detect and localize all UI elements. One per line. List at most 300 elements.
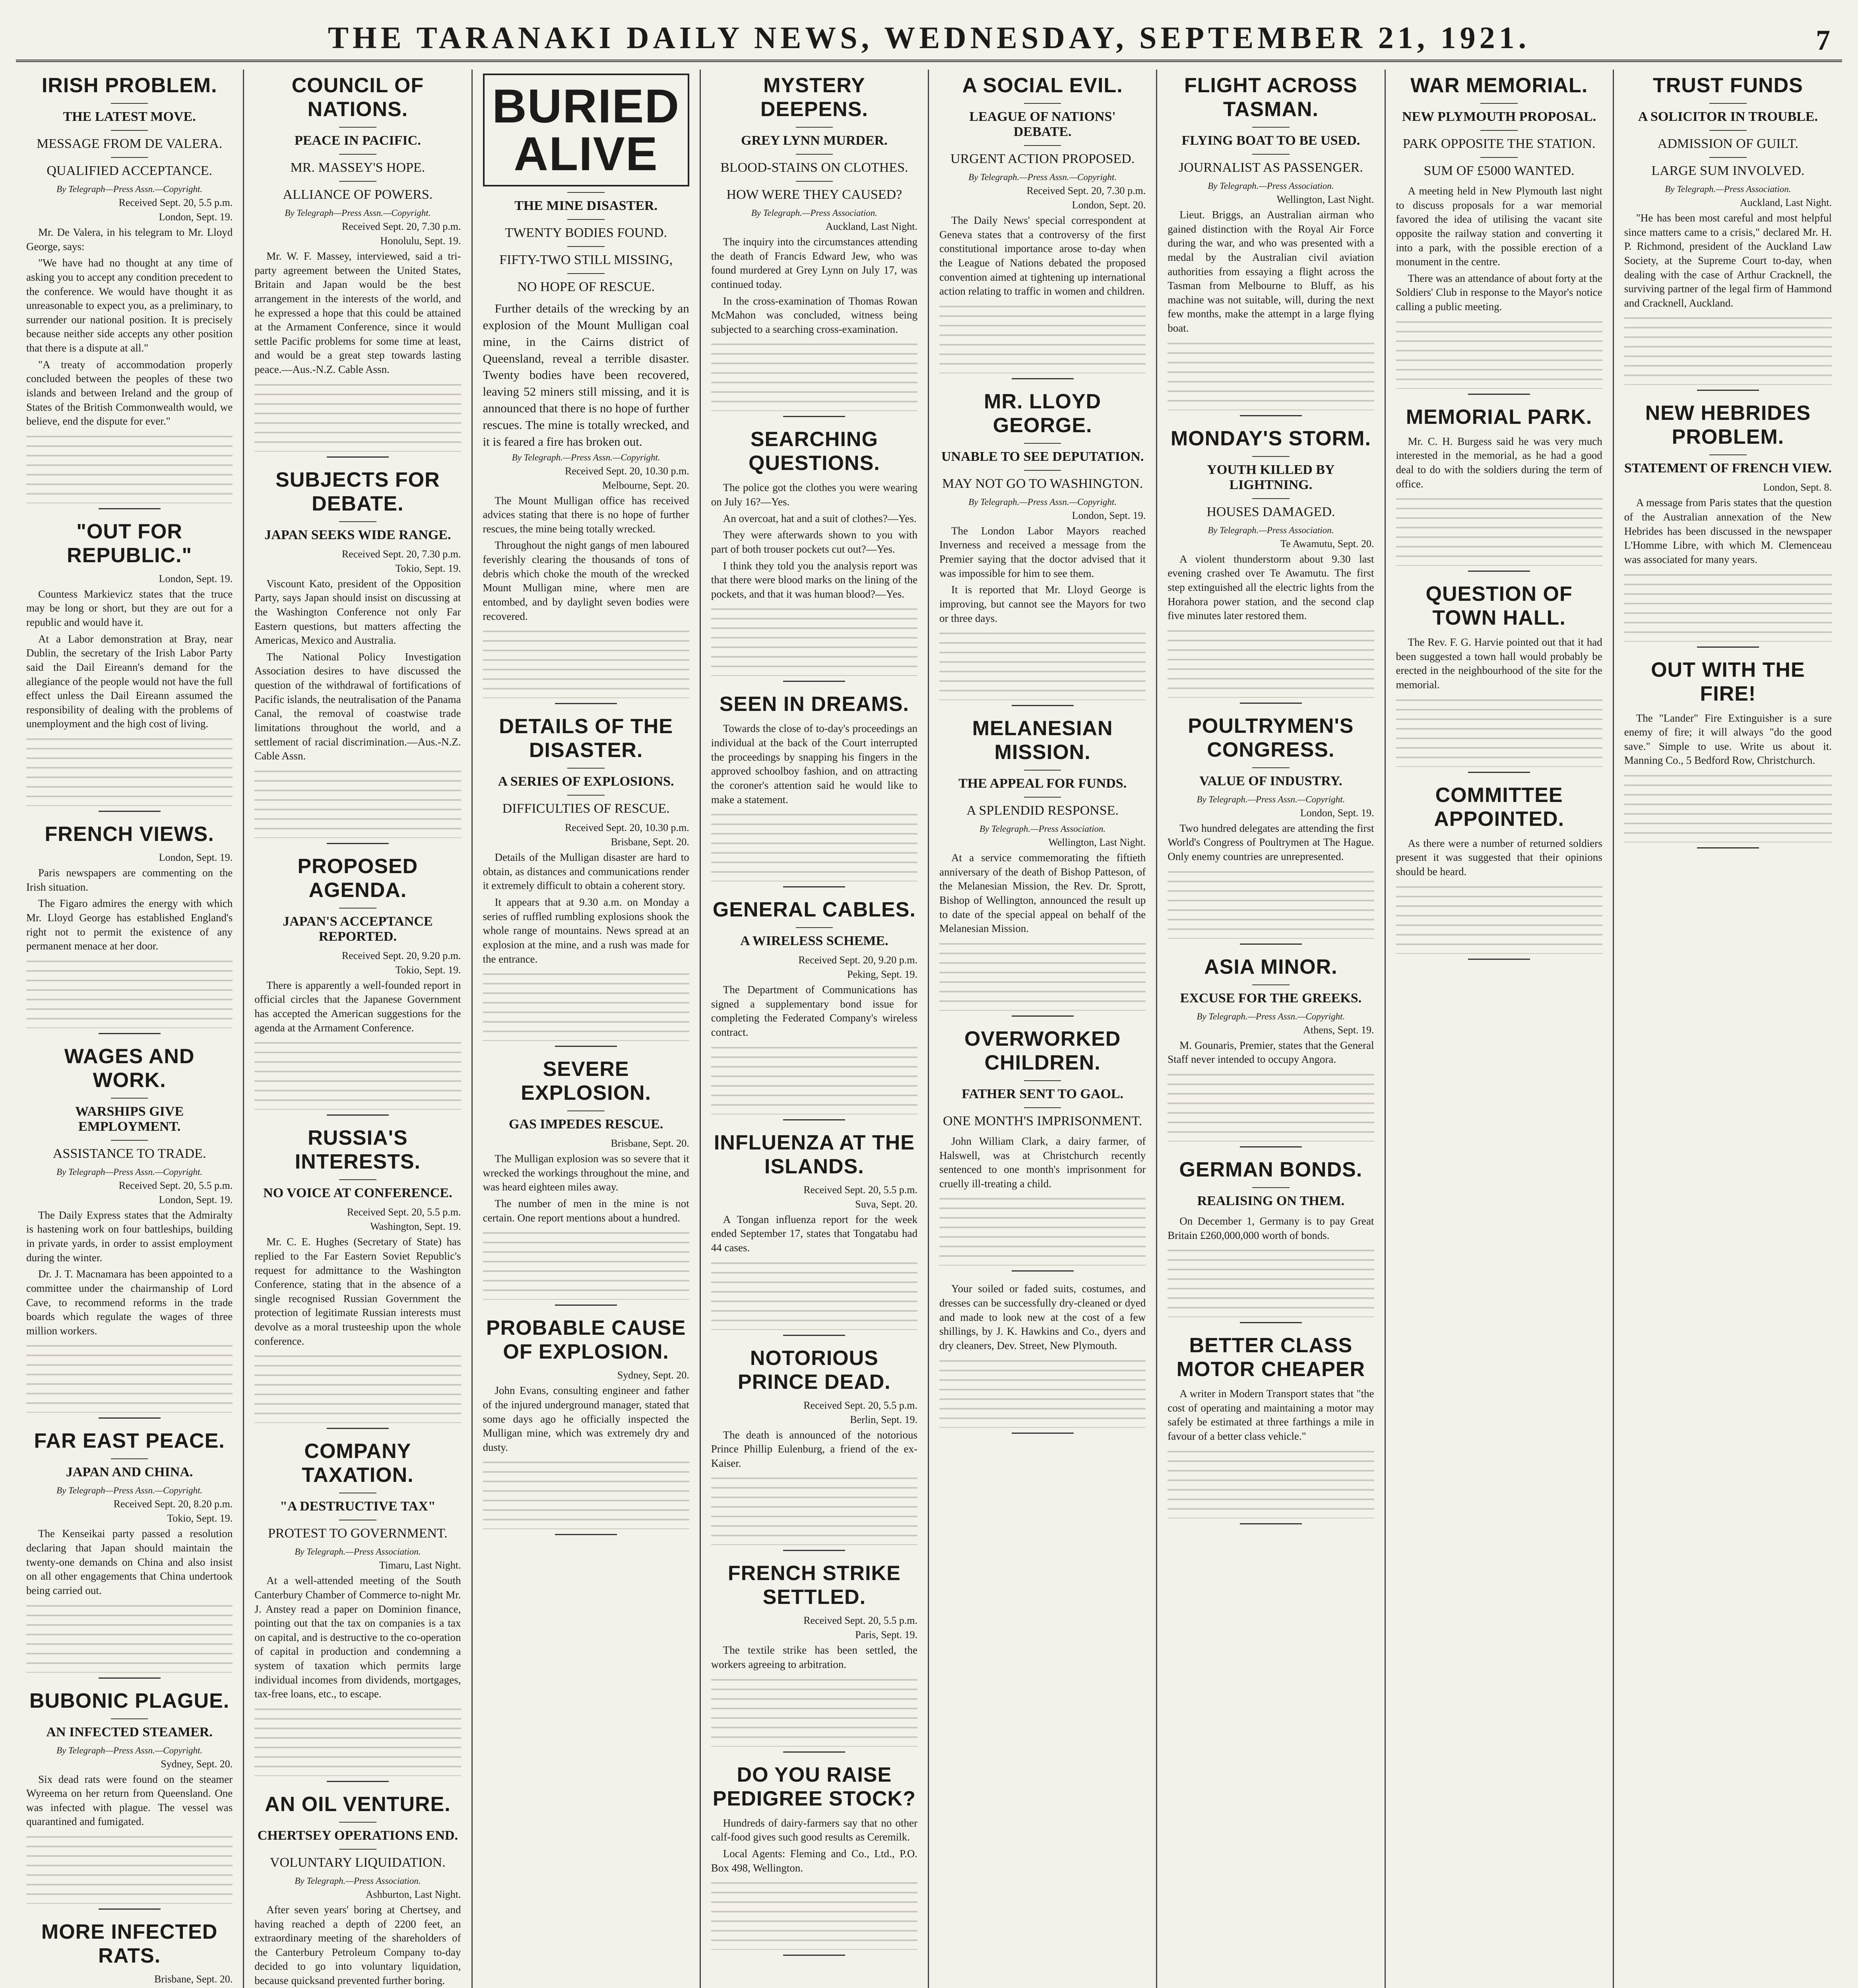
article-credit: By Telegraph—Press Assn.—Copyright.	[285, 208, 431, 218]
article	[483, 1057, 689, 1306]
article-subheading: GAS IMPEDES RESCUE.	[509, 1117, 663, 1132]
article-headline: FLIGHT ACROSS TASMAN.	[1184, 74, 1358, 121]
article-subheading: FATHER SENT TO GAOL.	[962, 1086, 1124, 1101]
divider-rule	[111, 1718, 148, 1719]
article-continued-text-block	[26, 1341, 233, 1413]
divider-rule	[1024, 470, 1061, 471]
article	[1168, 1158, 1374, 1323]
article-subheading: THE LATEST MOVE.	[63, 109, 196, 124]
article	[939, 1027, 1146, 1272]
article	[254, 1439, 461, 1782]
divider-rule	[1024, 443, 1061, 444]
divider-rule	[1252, 127, 1289, 128]
divider-rule	[1024, 797, 1061, 798]
article-credit: By Telegraph—Press Assn.—Copyright.	[56, 184, 203, 194]
article-continued-text-block	[483, 1228, 689, 1300]
article-headline: SEARCHING QUESTIONS.	[749, 428, 880, 475]
divider-rule	[1252, 154, 1289, 155]
article-subheading: JOURNALIST AS PASSENGER.	[1178, 160, 1363, 175]
article	[483, 74, 689, 704]
divider-rule	[1024, 103, 1061, 104]
article-dateline: Wellington, Last Night.	[1048, 837, 1146, 848]
divider-rule	[1709, 157, 1747, 158]
article-subheading: HOUSES DAMAGED.	[1206, 504, 1335, 519]
divider-rule	[1240, 1322, 1302, 1323]
article-subheading: HOW WERE THEY CAUSED?	[726, 187, 902, 202]
divider-rule	[783, 1751, 845, 1753]
article-subheading: NO VOICE AT CONFERENCE.	[263, 1186, 452, 1201]
article-paragraph: "He has been most careful and most helpful since matters came to a crisis," declared Mr. H. P. Richmond, president of the Auckland Law Society, at the Supreme Court to-day, when dealing with the case of Arthur Cracknell, the surviving partner of the legal firm of Hammond and Cracknell, Auckland.	[1624, 212, 1832, 309]
article-dateline: Tokio, Sept. 19.	[167, 1512, 233, 1524]
article-headline: SEVERE EXPLOSION.	[521, 1058, 652, 1105]
divider-rule	[1240, 944, 1302, 945]
article-continued-text-block	[1168, 1246, 1374, 1317]
article	[1624, 74, 1832, 391]
divider-rule	[567, 768, 604, 769]
article	[254, 74, 461, 458]
article-continued-text-block	[254, 1038, 461, 1110]
article-subheading: PARK OPPOSITE THE STATION.	[1402, 136, 1596, 151]
article-continued-text-block	[1624, 313, 1832, 385]
article-headline: COMPANY TAXATION.	[302, 1440, 414, 1487]
divider-rule	[339, 1822, 376, 1823]
divider-rule	[783, 886, 845, 887]
article-dateline: Athens, Sept. 19.	[1303, 1024, 1374, 1036]
article-continued-text-block	[711, 1258, 917, 1330]
article-subheading: UNABLE TO SEE DEPUTATION.	[941, 449, 1144, 464]
article-paragraph: In the cross-examination of Thomas Rowan McMahon was concluded, witness being subjected to a searching cross-examination.	[711, 295, 917, 335]
divider-rule	[99, 1033, 161, 1034]
article-paragraph: The Mount Mulligan office has received advices stating that there is no hope of further rescues, the mine being totally wrecked.	[483, 494, 689, 535]
divider-rule	[339, 908, 376, 909]
article-paragraph: Paris newspapers are commenting on the Irish situation.	[26, 867, 233, 893]
article-subheading: ALLIANCE OF POWERS.	[283, 187, 433, 202]
article-dateline: Brisbane, Sept. 20.	[154, 1973, 233, 1985]
article-dateline: Brisbane, Sept. 20.	[611, 1138, 689, 1149]
article-subheading: "A DESTRUCTIVE TAX"	[280, 1499, 436, 1514]
divider-rule	[1024, 770, 1061, 771]
article-subheading: A SPLENDID RESPONSE.	[966, 803, 1119, 818]
article-subheading: FLYING BOAT TO BE USED.	[1181, 133, 1360, 148]
divider-rule	[111, 1140, 148, 1141]
article-headline: GENERAL CABLES.	[712, 898, 916, 922]
article-headline: A SOCIAL EVIL.	[962, 74, 1123, 97]
article	[26, 520, 233, 812]
divider-rule	[567, 1110, 604, 1111]
article-subheading: JAPAN AND CHINA.	[66, 1465, 193, 1480]
article-dateline: Honolulu, Sept. 19.	[380, 235, 461, 247]
article-continued-text-block	[711, 810, 917, 881]
article-subheading: MAY NOT GO TO WASHINGTON.	[942, 476, 1143, 491]
divider-rule	[1709, 130, 1747, 131]
article	[1624, 401, 1832, 647]
article-received: Received Sept. 20, 7.30 p.m.	[341, 221, 461, 232]
article	[254, 854, 461, 1116]
article-headline: MONDAY'S STORM.	[1170, 427, 1371, 450]
article-headline: FRENCH VIEWS.	[45, 823, 214, 846]
article-paragraph: "We have had no thought at any time of asking you to accept any condition precedent to the conference. We would have thought it as unreasonable to expect you, as a preliminary, to surrender our national position. It is precisely because neither side accepts any other position that there is a dispute at all."	[26, 257, 233, 354]
article-credit: By Telegraph.—Press Association.	[295, 1547, 421, 1557]
article-paragraph: The "Lander" Fire Extinguisher is a sure enemy of fire; it will always "do the good save." Simple to use. Write us about it. Manning Co., 5 Bedford Row, Christchurch.	[1624, 712, 1832, 767]
article-headline: FRENCH STRIKE SETTLED.	[727, 1562, 901, 1609]
article-continued-text-block	[1168, 1070, 1374, 1142]
article-subheading: BLOOD-STAINS ON CLOTHES.	[720, 160, 908, 175]
divider-rule	[1240, 1523, 1302, 1524]
article	[1396, 582, 1602, 773]
article	[26, 1920, 233, 1988]
article-paragraph: The London Labor Mayors reached Inverness and received a message from the Premier saying that the doctor advised that it was impossible for him to see them.	[939, 524, 1146, 579]
article	[483, 1316, 689, 1535]
article-headline: RUSSIA'S INTERESTS.	[295, 1126, 421, 1174]
divider-rule	[1024, 1080, 1061, 1081]
article	[939, 74, 1146, 379]
article-continued-text-block	[26, 1601, 233, 1673]
article	[711, 1561, 917, 1752]
article-subheading: VOLUNTARY LIQUIDATION.	[270, 1855, 446, 1870]
article-dateline: London, Sept. 19.	[1072, 509, 1146, 521]
divider-rule	[339, 127, 376, 128]
article-continued-text-block	[1396, 317, 1602, 389]
article-continued-text-block	[1396, 494, 1602, 566]
article-headline: BETTER CLASS MOTOR CHEAPER	[1176, 1334, 1365, 1381]
divider-rule	[796, 181, 833, 182]
article-paragraph: Your soiled or faded suits, costumes, and dresses can be successfully dry-cleaned or dyed and made to look new at the cost of a few shillings, by J. K. Hawkins and Co., dyers and dry cleaners, Dev. Street, New Plymouth.	[939, 1283, 1146, 1351]
article-headline: COMMITTEE APPOINTED.	[1434, 783, 1565, 831]
article	[1396, 783, 1602, 960]
divider-rule	[327, 1781, 389, 1782]
article	[26, 1044, 233, 1419]
article-received: Received Sept. 20, 10.30 p.m.	[565, 822, 689, 834]
article	[26, 1689, 233, 1910]
divider-rule	[1480, 130, 1517, 131]
article	[711, 692, 917, 887]
divider-rule	[1012, 378, 1074, 379]
article-headline: FAR EAST PEACE.	[34, 1429, 225, 1453]
article-received: Received Sept. 20, 5.5 p.m.	[803, 1184, 917, 1196]
article-credit: By Telegraph—Press Assn.—Copyright.	[56, 1745, 203, 1755]
article-continued-text-block	[939, 629, 1146, 700]
article-dateline: London, Sept. 19.	[159, 211, 233, 223]
divider-rule	[796, 927, 833, 928]
article	[254, 1792, 461, 1988]
article-continued-text-block	[1168, 339, 1374, 410]
article-continued-text-block	[26, 734, 233, 806]
article	[939, 716, 1146, 1017]
article-dateline: Brisbane, Sept. 20.	[611, 836, 689, 848]
article-subheading: DIFFICULTIES OF RESCUE.	[502, 801, 670, 816]
article-paragraph: Local Agents: Fleming and Co., Ltd., P.O. Box 498, Wellington.	[711, 1847, 917, 1874]
divider-rule	[339, 1179, 376, 1180]
divider-rule	[99, 508, 161, 509]
article-continued-text-block	[939, 939, 1146, 1011]
article-subheading: JAPAN'S ACCEPTANCE REPORTED.	[283, 914, 433, 944]
article	[711, 898, 917, 1120]
article-credit: By Telegraph.—Press Association.	[979, 824, 1106, 834]
article-paragraph: Mr. C. H. Burgess said he was very much interested in the memorial, as he had a good deal to do with the soldiers during the term of office.	[1396, 435, 1602, 490]
article	[254, 1126, 461, 1429]
article-continued-text-block	[711, 1474, 917, 1545]
article-continued-text-block	[1168, 626, 1374, 698]
article-headline: PROBABLE CAUSE OF EXPLOSION.	[486, 1316, 686, 1364]
article-subheading: A WIRELESS SCHEME.	[740, 934, 888, 949]
article-continued-text-block	[1396, 695, 1602, 767]
article-subheading: EXCUSE FOR THE GREEKS.	[1180, 990, 1362, 1006]
article-paragraph: I think they told you the analysis report was that there were blood marks on the lining of the pockets, and that it was human blood?—Yes.	[711, 559, 917, 600]
article-paragraph: A Tongan influenza report for the week ended September 17, states that Tongatabu had 44 cases.	[711, 1213, 917, 1254]
article-received: Received Sept. 20, 5.5 p.m.	[347, 1206, 461, 1218]
article	[939, 1282, 1146, 1433]
article-dateline: Wellington, Last Night.	[1276, 194, 1374, 205]
article-continued-text-block	[26, 1832, 233, 1904]
divider-rule	[1709, 454, 1747, 455]
column-7	[1386, 70, 1614, 1988]
article	[1396, 405, 1602, 572]
article	[1396, 74, 1602, 395]
article-continued-text-block	[26, 432, 233, 503]
article-subheading: THE APPEAL FOR FUNDS.	[958, 776, 1127, 791]
article-credit: By Telegraph—Press Assn.—Copyright.	[56, 1167, 203, 1177]
article-paragraph: They were afterwards shown to you with part of both trouser pockets cut out?—Yes.	[711, 529, 917, 555]
divider-rule	[796, 154, 833, 155]
article	[254, 468, 461, 844]
divider-rule	[555, 1534, 617, 1535]
divider-rule	[1252, 456, 1289, 457]
article-paragraph: It is reported that Mr. Lloyd George is improving, but cannot see the Mayors for two or three days.	[939, 584, 1146, 624]
article-received: Received Sept. 20, 5.5 p.m.	[118, 197, 233, 208]
article-paragraph: The textile strike has been settled, the workers agreeing to arbitration.	[711, 1644, 917, 1670]
divider-rule	[567, 219, 604, 220]
article-dateline: Sydney, Sept. 20.	[161, 1758, 233, 1770]
article-subheading: ONE MONTH'S IMPRISONMENT.	[943, 1113, 1142, 1128]
divider-rule	[339, 1849, 376, 1850]
article-received: Received Sept. 20, 7.30 p.m.	[1026, 185, 1146, 196]
article-credit: By Telegraph—Press Assn.—Copyright.	[56, 1485, 203, 1496]
article-subheading: MESSAGE FROM DE VALERA.	[36, 136, 223, 151]
divider-rule	[99, 1417, 161, 1419]
divider-rule	[1012, 1433, 1074, 1434]
article-paragraph: On December 1, Germany is to pay Great Britain £260,000,000 worth of bonds.	[1168, 1215, 1374, 1241]
article-paragraph: There is apparently a well-founded report in official circles that the Japanese Government has accepted the American suggestions for the agenda at the Armament Conference.	[254, 979, 461, 1034]
article-headline: GERMAN BONDS.	[1179, 1158, 1363, 1181]
article	[483, 714, 689, 1047]
article-subheading: AN INFECTED STEAMER.	[46, 1724, 213, 1740]
article-lead-paragraph: Further details of the wrecking by an explosion of the Mount Mulligan coal mine, in the Cairns district of Queensland, reveal a terrible disaster. Twenty bodies have been recovered, leaving 52 miners still missing, and it is announced that there is no hope of further rescues. The mine is totally wrecked, and it is feared a fire has broken out.	[483, 301, 689, 448]
article-headline: MYSTERY DEEPENS.	[760, 74, 868, 121]
article-dateline: London, Sept. 20.	[1072, 199, 1146, 211]
divider-rule	[1012, 1015, 1074, 1017]
article-continued-text-block	[939, 1356, 1146, 1428]
column-8	[1614, 70, 1842, 1988]
article-dateline: London, Sept. 8.	[1763, 481, 1832, 493]
article-dateline: London, Sept. 19.	[1300, 807, 1374, 819]
article	[939, 390, 1146, 706]
article-received: Received Sept. 20, 5.5 p.m.	[803, 1615, 917, 1627]
article-paragraph: The Mulligan explosion was so severe that it wrecked the workings throughout the mine, and was heard eighteen miles away.	[483, 1153, 689, 1193]
article-credit: By Telegraph.—Press Assn.—Copyright.	[968, 497, 1117, 507]
article-subheading: PEACE IN PACIFIC.	[295, 133, 421, 148]
divider-rule	[567, 192, 604, 193]
divider-rule	[1240, 703, 1302, 704]
article-headline: WAGES AND WORK.	[64, 1044, 195, 1092]
article-subheading: SUM OF £5000 WANTED.	[1424, 163, 1575, 178]
article-headline: "OUT FOR REPUBLIC."	[67, 520, 192, 567]
article-subheading: STATEMENT OF FRENCH VIEW.	[1624, 461, 1832, 476]
article-headline: DETAILS OF THE DISASTER.	[499, 715, 673, 762]
article-continued-text-block	[711, 340, 917, 411]
article-subheading: NEW PLYMOUTH PROPOSAL.	[1402, 109, 1596, 124]
divider-rule	[1252, 984, 1289, 985]
article-continued-text-block	[254, 380, 461, 452]
article-subheading: YOUTH KILLED BY LIGHTNING.	[1207, 462, 1335, 492]
divider-rule	[339, 521, 376, 522]
article-paragraph: Six dead rats were found on the steamer Wyreema on her return from Queensland. One was infected with plague. The vessel was quarantined and fumigated.	[26, 1773, 233, 1828]
article	[711, 1346, 917, 1551]
article-subheading: CHERTSEY OPERATIONS END.	[257, 1828, 458, 1843]
article-paragraph: Mr. C. E. Hughes (Secretary of State) has replied to the Far Eastern Soviet Republic's request for admittance to the Washington Conference, stating that in the absence of a single recognised Russian Government the protection of legitimate Russian interests must devolve as a moral trusteeship upon the whole conference.	[254, 1236, 461, 1347]
column-2	[244, 70, 472, 1988]
divider-rule	[327, 843, 389, 844]
article-paragraph: John William Clark, a dairy farmer, of Halswell, was at Christchurch recently sentenced to one month's imprisonment for cruelly ill-treating a child.	[939, 1135, 1146, 1190]
article-paragraph: Countess Markievicz states that the truce may be long or short, but they are out for a republic and would have it.	[26, 588, 233, 628]
article	[711, 1763, 917, 1956]
article-subheading: ASSISTANCE TO TRADE.	[52, 1146, 206, 1161]
article-dateline: Auckland, Last Night.	[825, 221, 917, 232]
article-continued-text-block	[483, 969, 689, 1041]
divider-rule	[1468, 772, 1530, 773]
article-subheading: GREY LYNN MURDER.	[741, 133, 888, 148]
divider-rule	[555, 1046, 617, 1047]
article-paragraph: Mr. De Valera, in his telegram to Mr. Lloyd George, says:	[26, 226, 233, 252]
article-paragraph: An overcoat, hat and a suit of clothes?—Yes.	[723, 512, 917, 524]
article-paragraph: The National Policy Investigation Association desires to have discussed the question of the withdrawal of fortifications of Pacific islands, the neutralisation of the Panama Canal, the removal of coastwise trade limitations throughout the world, and a settlement of racial discrimination.—Aus.-N.Z. Cable Assn.	[254, 650, 461, 762]
divider-rule	[783, 1955, 845, 1956]
divider-rule	[783, 1335, 845, 1336]
masthead	[16, 16, 1842, 62]
article-received: Received Sept. 20, 8.20 p.m.	[113, 1498, 233, 1510]
article-subheading: URGENT ACTION PROPOSED.	[950, 151, 1135, 166]
article	[1168, 1334, 1374, 1524]
article-headline: NEW HEBRIDES PROBLEM.	[1645, 402, 1811, 449]
article-continued-text-block	[711, 1043, 917, 1114]
article-continued-text-block	[1624, 771, 1832, 843]
article-paragraph: A meeting held in New Plymouth last night to discuss proposals for a war memorial favored the idea of utilising the vacant site opposite the railway station and converting it into a park, with the possible erection of a monument in the centre.	[1396, 185, 1602, 268]
article-paragraph: M. Gounaris, Premier, states that the General Staff never intended to occupy Angora.	[1168, 1039, 1374, 1066]
article-paragraph: Viscount Kato, president of the Opposition Party, says Japan should insist on discussing at the Washington Conference not only Far Eastern questions, but matters affecting the Americas, Mexico and Australia.	[254, 577, 461, 646]
article-paragraph: At a well-attended meeting of the South Canterbury Chamber of Commerce to-night Mr. J. Anstey read a paper on Dominion finance, pointing out that the tax on companies is a tax on capital, and is destructive to the co-operation of capital in production and condemning a system of taxation which permits large individual incomes from dividends, mortgages, tax-free loans, etc., to escape.	[254, 1574, 461, 1700]
article-paragraph: A violent thunderstorm about 9.30 last evening crashed over Te Awamutu. The first step extinguished all the electric lights from the Horahora power station, and the second clap five minutes later restored them.	[1168, 553, 1374, 622]
article-paragraph: The police got the clothes you were wearing on July 16?—Yes.	[711, 481, 917, 508]
article-continued-text-block	[1168, 867, 1374, 939]
divider-rule	[327, 456, 389, 458]
article	[1168, 955, 1374, 1147]
article-headline: BUBONIC PLAGUE.	[29, 1689, 230, 1712]
article-headline: POULTRYMEN'S CONGRESS.	[1188, 714, 1354, 761]
divider-rule	[1024, 1107, 1061, 1108]
divider-rule	[555, 703, 617, 704]
divider-rule	[339, 181, 376, 182]
article-paragraph: The Figaro admires the energy with which Mr. Lloyd George has established England's right not to permit the existence of any permanent menace at her door.	[26, 897, 233, 952]
article-headline: TRUST FUNDS	[1652, 74, 1803, 97]
article-headline: NOTORIOUS PRINCE DEAD.	[738, 1346, 891, 1394]
article-paragraph: At a service commemorating the fiftieth anniversary of the death of Bishop Patteson, of the Melanesian Mission, the Rev. Dr. Sprott, Bishop of Wellington, announced the result up to date of the special appeal on behalf of the Melanesian Mission.	[939, 852, 1146, 935]
article-headline: QUESTION OF TOWN HALL.	[1426, 582, 1573, 630]
divider-rule	[555, 1305, 617, 1306]
article-received: Received Sept. 20, 10.30 p.m.	[565, 465, 689, 477]
article-headline: COUNCIL OF NATIONS.	[291, 74, 424, 121]
article-received: Received Sept. 20, 7.30 p.m.	[341, 548, 461, 560]
article-headline: MR. LLOYD GEORGE.	[984, 390, 1102, 437]
divider-rule	[111, 103, 148, 104]
divider-rule	[1697, 646, 1759, 648]
page-number: 7	[1816, 24, 1830, 56]
article-dateline: Melbourne, Sept. 20.	[602, 479, 689, 491]
article-subheading: VALUE OF INDUSTRY.	[1199, 773, 1342, 788]
article-subheading: TWENTY BODIES FOUND.	[505, 225, 667, 240]
article	[1168, 74, 1374, 416]
article-subheading: REALISING ON THEM.	[1197, 1193, 1345, 1208]
article-continued-text-block	[711, 604, 917, 676]
article-continued-text-block	[254, 767, 461, 838]
article-paragraph: The Daily Express states that the Admiralty is hastening work on four battleships, building in private yards, in order to assist employment during the winter.	[26, 1209, 233, 1264]
article-headline: ASIA MINOR.	[1204, 955, 1338, 978]
article-paragraph: As there were a number of returned soldiers present it was suggested that their opinions should be heard.	[1396, 837, 1602, 878]
article-continued-text-block	[711, 1675, 917, 1747]
article-headline: MORE INFECTED RATS.	[41, 1920, 218, 1967]
article-dateline: London, Sept. 19.	[159, 852, 233, 863]
article-continued-text-block	[483, 627, 689, 698]
column-4	[701, 70, 929, 1988]
article-headline: WAR MEMORIAL.	[1410, 74, 1588, 97]
article-continued-text-block	[1624, 570, 1832, 642]
article-headline: MEMORIAL PARK.	[1406, 405, 1592, 429]
article-dateline: Te Awamutu, Sept. 20.	[1280, 538, 1374, 549]
article-headline: SUBJECTS FOR DEBATE.	[275, 468, 440, 515]
article-paragraph: The inquiry into the circumstances attending the death of Francis Edward Jew, who was found murdered at Grey Lynn on July 17, was continued today.	[711, 236, 917, 290]
divider-rule	[339, 154, 376, 155]
article-subheading: A SOLICITOR IN TROUBLE.	[1638, 109, 1818, 124]
column-5	[929, 70, 1157, 1988]
article-paragraph: "A treaty of accommodation properly concluded between the peoples of these two islands and between Ireland and the group of States of the British Commonwealth would, we believe, end the dispute for ever."	[26, 358, 233, 427]
article	[711, 74, 917, 417]
article-paragraph: A writer in Modern Transport states that "the cost of operating and maintaining a motor may safely be estimated at three farthings a mile in favour of a better class vehicle."	[1168, 1388, 1374, 1442]
article-dateline: Timaru, Last Night.	[379, 1559, 461, 1571]
article-dateline: Ashburton, Last Night.	[365, 1888, 461, 1900]
article-paragraph: The Kenseikai party passed a resolution declaring that Japan should maintain the twenty-one demands on China and also insist on all other engagements that China undertook being carried out.	[26, 1528, 233, 1596]
article-paragraph: The number of men in the mine is not certain. One report mentions about a hundred.	[483, 1198, 689, 1224]
divider-rule	[1252, 767, 1289, 768]
article-paragraph: Hundreds of dairy-farmers say that no other calf-food gives such good results as Ceremilk.	[711, 1817, 917, 1843]
article-credit: By Telegraph.—Press Assn.—Copyright.	[968, 172, 1117, 182]
divider-rule	[1012, 1270, 1074, 1272]
article-dateline: London, Sept. 19.	[159, 573, 233, 584]
divider-rule	[1480, 103, 1517, 104]
article	[711, 1131, 917, 1336]
article-received: Received Sept. 20, 9.20 p.m.	[341, 949, 461, 961]
article-headline: DO YOU RAISE PEDIGREE STOCK?	[712, 1763, 916, 1810]
article-credit: By Telegraph.—Press Assn.—Copyright.	[512, 452, 660, 462]
divider-rule	[796, 127, 833, 128]
divider-rule	[1024, 145, 1061, 146]
divider-rule	[327, 1114, 389, 1116]
article	[1624, 658, 1832, 849]
article-continued-text-block	[483, 1458, 689, 1529]
divider-rule	[99, 1677, 161, 1679]
article	[26, 74, 233, 509]
article-paragraph: The death is announced of the notorious Prince Phillip Eulenburg, a friend of the ex-Kaiser.	[711, 1429, 917, 1469]
article-continued-text-block	[1396, 882, 1602, 954]
article-subheading: LEAGUE OF NATIONS' DEBATE.	[969, 109, 1116, 139]
article-subheading: LARGE SUM INVOLVED.	[1651, 163, 1805, 178]
